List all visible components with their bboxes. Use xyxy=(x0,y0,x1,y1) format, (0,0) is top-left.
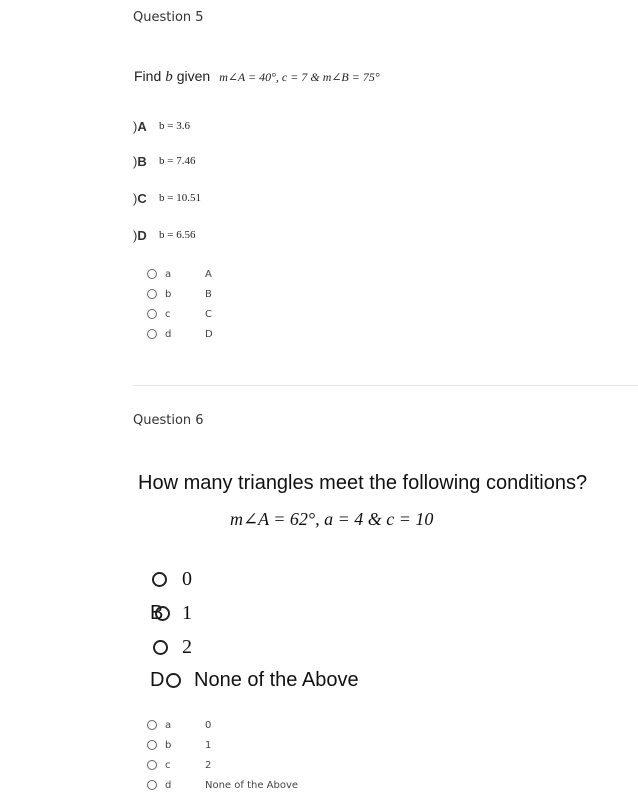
choice-letter: c xyxy=(165,759,171,771)
choice-text: B xyxy=(205,288,212,300)
radio-button[interactable] xyxy=(147,309,157,319)
radio-button[interactable] xyxy=(147,289,157,299)
choice-text: 2 xyxy=(205,759,212,771)
option-value: None of the Above xyxy=(194,668,359,691)
q6-choice-c[interactable] xyxy=(147,757,211,773)
q5-option-d xyxy=(133,226,195,244)
radio-button[interactable] xyxy=(147,720,157,730)
q5-option-a xyxy=(133,117,190,135)
circle-icon xyxy=(166,673,181,688)
option-value: 0 xyxy=(182,567,192,590)
option-value: b = 3.6 xyxy=(159,120,190,132)
prompt-conditions: m∠A = 40°, c = 7 & m∠B = 75° xyxy=(219,70,380,84)
option-letter: B xyxy=(150,602,182,625)
circle-icon xyxy=(152,572,167,587)
q6-choice-d[interactable] xyxy=(147,777,298,793)
q6-choice-b[interactable] xyxy=(147,737,211,753)
choice-letter: d xyxy=(165,328,172,340)
radio-button[interactable] xyxy=(147,740,157,750)
q6-option-c xyxy=(150,634,192,660)
choice-letter: a xyxy=(165,719,172,731)
prompt-variable: b xyxy=(165,69,173,85)
choice-text: 1 xyxy=(205,739,212,751)
question-5-title: Question 5 xyxy=(133,10,204,25)
option-letter: D xyxy=(150,669,194,692)
radio-button[interactable] xyxy=(147,760,157,770)
q5-choice-a[interactable] xyxy=(147,266,212,282)
q6-choice-a[interactable] xyxy=(147,717,211,733)
question-6-title: Question 6 xyxy=(133,413,204,428)
choice-letter: b xyxy=(165,288,172,300)
circle-icon xyxy=(155,606,170,621)
option-letter xyxy=(150,568,182,591)
q5-choice-c[interactable] xyxy=(147,306,212,322)
q5-choice-b[interactable] xyxy=(147,286,212,302)
option-letter: )C xyxy=(133,190,147,206)
choice-letter: d xyxy=(165,779,172,791)
choice-letter: c xyxy=(165,308,171,320)
option-value: 1 xyxy=(182,601,192,624)
option-letter: )B xyxy=(133,153,147,169)
option-letter: )A xyxy=(133,118,147,134)
choice-text: 0 xyxy=(205,719,212,731)
choice-letter: a xyxy=(165,268,172,280)
q6-option-d xyxy=(150,667,359,693)
q6-option-a xyxy=(150,566,192,592)
prompt-given-text: given xyxy=(176,68,211,84)
choice-text: C xyxy=(205,308,212,320)
circle-icon xyxy=(153,640,168,655)
question-6-prompt: How many triangles meet the following conditions? xyxy=(138,472,588,494)
prompt-find-text: Find xyxy=(134,68,162,84)
choice-text: A xyxy=(205,268,212,280)
option-value: b = 7.46 xyxy=(159,155,196,167)
radio-button[interactable] xyxy=(147,329,157,339)
question-6-conditions: m∠A = 62°, a = 4 & c = 10 xyxy=(230,509,434,529)
option-letter: )D xyxy=(133,227,147,243)
choice-text: D xyxy=(205,328,213,340)
choice-text: None of the Above xyxy=(205,779,299,791)
option-value: 2 xyxy=(182,635,192,658)
option-letter xyxy=(150,636,182,659)
option-value: b = 6.56 xyxy=(159,229,196,241)
question-5-prompt xyxy=(134,68,380,86)
q5-choice-d[interactable] xyxy=(147,326,213,342)
question-divider xyxy=(133,385,638,386)
radio-button[interactable] xyxy=(147,269,157,279)
choice-letter: b xyxy=(165,739,172,751)
option-value: b = 10.51 xyxy=(159,192,201,204)
q5-option-b xyxy=(133,152,195,170)
q5-option-c xyxy=(133,189,201,207)
radio-button[interactable] xyxy=(147,780,157,790)
q6-option-b xyxy=(150,600,192,626)
